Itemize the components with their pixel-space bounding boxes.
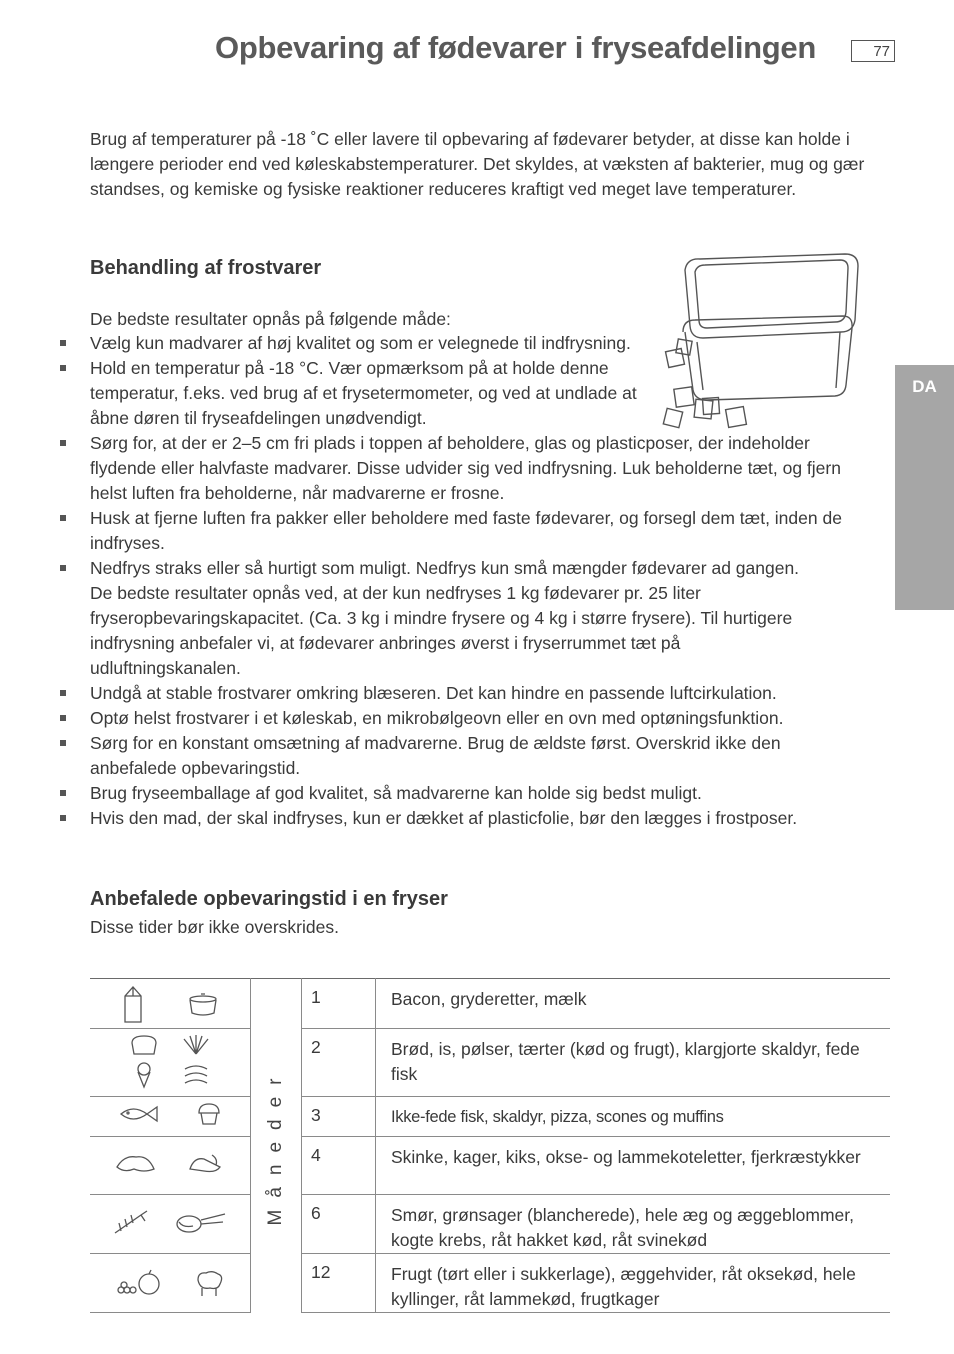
section-subtext: Disse tider bør ikke overskrides.	[90, 917, 339, 937]
storage-time-table	[90, 978, 890, 1313]
months-value: 6	[302, 1195, 376, 1254]
list-item: Sørg for en konstant omsætning af madvarerne. Brug de ældste først. Overskrid ikke den anbefalede opbevaringstid.	[60, 731, 870, 781]
poultry-pieces-icon	[186, 1151, 226, 1175]
table-row	[90, 1254, 890, 1313]
table-row	[90, 1097, 890, 1137]
list-item: Hvis den mad, der skal indfryses, kun er dækket af plasticfolie, bør den lægges i frostposer.	[60, 806, 870, 831]
months-value: 2	[302, 1029, 376, 1097]
sausage-icon	[181, 1062, 211, 1088]
language-tab-label: DA	[912, 377, 937, 396]
foods-description: Bacon, gryderetter, mælk	[376, 979, 891, 1029]
food-icons-cell	[90, 979, 251, 1029]
bread-icon	[129, 1033, 159, 1057]
food-icons-cell	[90, 1254, 251, 1313]
shellfish-icon	[181, 1033, 211, 1057]
food-icons-cell	[90, 1137, 251, 1195]
page-number: 77	[851, 40, 895, 62]
list-item: Husk at fjerne luften fra pakker eller beholdere med faste fødevarer, og forsegl dem tæt, inden de indfryses.	[60, 506, 870, 556]
fruit-icon	[115, 1268, 163, 1298]
food-icons-cell	[90, 1195, 251, 1254]
section-heading-handling: Behandling af frostvarer	[90, 257, 322, 279]
pot-icon	[186, 991, 220, 1017]
months-label-cell	[251, 979, 302, 1313]
fish-icon	[117, 1103, 161, 1125]
list-item: Brug fryseemballage af god kvalitet, så madvarerne kan holde sig bedst muligt.	[60, 781, 870, 806]
months-value: 12	[302, 1254, 376, 1313]
vegetables-icon	[111, 1209, 151, 1237]
foods-description: Brød, is, pølser, tærter (kød og frugt), klargjorte skaldyr, fede fisk	[376, 1029, 891, 1097]
foods-description: Ikke-fede fisk, skaldyr, pizza, scones og muffins	[376, 1097, 891, 1137]
page-title: Opbevaring af fødevarer i fryseafdelingen	[215, 30, 816, 65]
section-heading-storage-times: Anbefalede opbevaringstid i en fryser	[90, 888, 448, 910]
ice-cream-icon	[129, 1061, 159, 1089]
list-item: Sørg for, at der er 2–5 cm fri plads i toppen af beholdere, glas og plasticposer, der indeholder flydende eller halvfaste madvarer. Disse udvider sig ved indfrysning. Luk beholderne tæt, og fjern helst luften fra beholderne, når madvarerne er frosne.	[60, 431, 870, 506]
months-label: Måneder	[265, 1066, 286, 1226]
food-icons-cell	[90, 1029, 251, 1097]
table-row	[90, 1029, 890, 1097]
foods-description: Skinke, kager, kiks, okse- og lammekoteletter, fjerkræstykker	[376, 1137, 891, 1195]
list-item: Vælg kun madvarer af høj kvalitet og som er velegnede til indfrysning.	[60, 331, 650, 356]
lobster-icon	[173, 1210, 229, 1236]
list-item: Hold en temperatur på -18 °C. Vær opmærksom på at holde denne temperatur, f.eks. ved brug af et frysetermometer, og ved at undlade at åbne døren til fryseafdelingen unødvendigt.	[60, 356, 650, 431]
lamb-icon	[192, 1268, 226, 1298]
language-tab	[895, 365, 954, 610]
table-row	[90, 1195, 890, 1254]
section-lead: De bedste resultater opnås på følgende måde:	[90, 309, 451, 329]
foods-description: Frugt (tørt eller i sukkerlage), æggehvider, råt oksekød, hele kyllinger, råt lammekød, frugtkager	[376, 1254, 891, 1313]
months-value: 3	[302, 1097, 376, 1137]
list-item: Optø helst frostvarer i et køleskab, en mikrobølgeovn eller en ovn med optøningsfunktion.	[60, 706, 870, 731]
food-icons-cell	[90, 1097, 251, 1137]
muffin-icon	[195, 1101, 223, 1127]
intro-paragraph: Brug af temperaturer på -18 ˚C eller lavere til opbevaring af fødevarer betyder, at disse kan holde i længere perioder end ved køleskabstemperaturer. Det skyldes, at væksten af bakterier, mug og gær standses, og kemiske og fysiske reaktioner reduceres kraftigt ved meget lave temperaturer.	[90, 129, 865, 199]
tips-list	[60, 331, 870, 831]
foods-description: Smør, grønsager (blancherede), hele æg og æggeblommer, kogte krebs, råt hakket kød, råt svinekød	[376, 1195, 891, 1254]
meat-cuts-icon	[114, 1151, 158, 1175]
months-value: 4	[302, 1137, 376, 1195]
list-item: Undgå at stable frostvarer omkring blæseren. Det kan hindre en passende luftcirkulation.	[60, 681, 870, 706]
list-item: Nedfrys straks eller så hurtigt som muligt. Nedfrys kun små mængder fødevarer ad gangen. De bedste resultater opnås ved, at der kun nedfryses 1 kg fødevarer pr. 25 liter fryseropbevaringskapacitet. (Ca. 3 kg i mindre frysere og 4 kg i større frysere). Til hurtigere indfrysning anbefaler vi, at fødevarer anbringes øverst i fryserrummet tæt på udluftningskanalen.	[60, 556, 810, 681]
table-row	[90, 1137, 890, 1195]
milk-carton-icon	[121, 984, 145, 1024]
table-row	[90, 979, 890, 1029]
months-value: 1	[302, 979, 376, 1029]
